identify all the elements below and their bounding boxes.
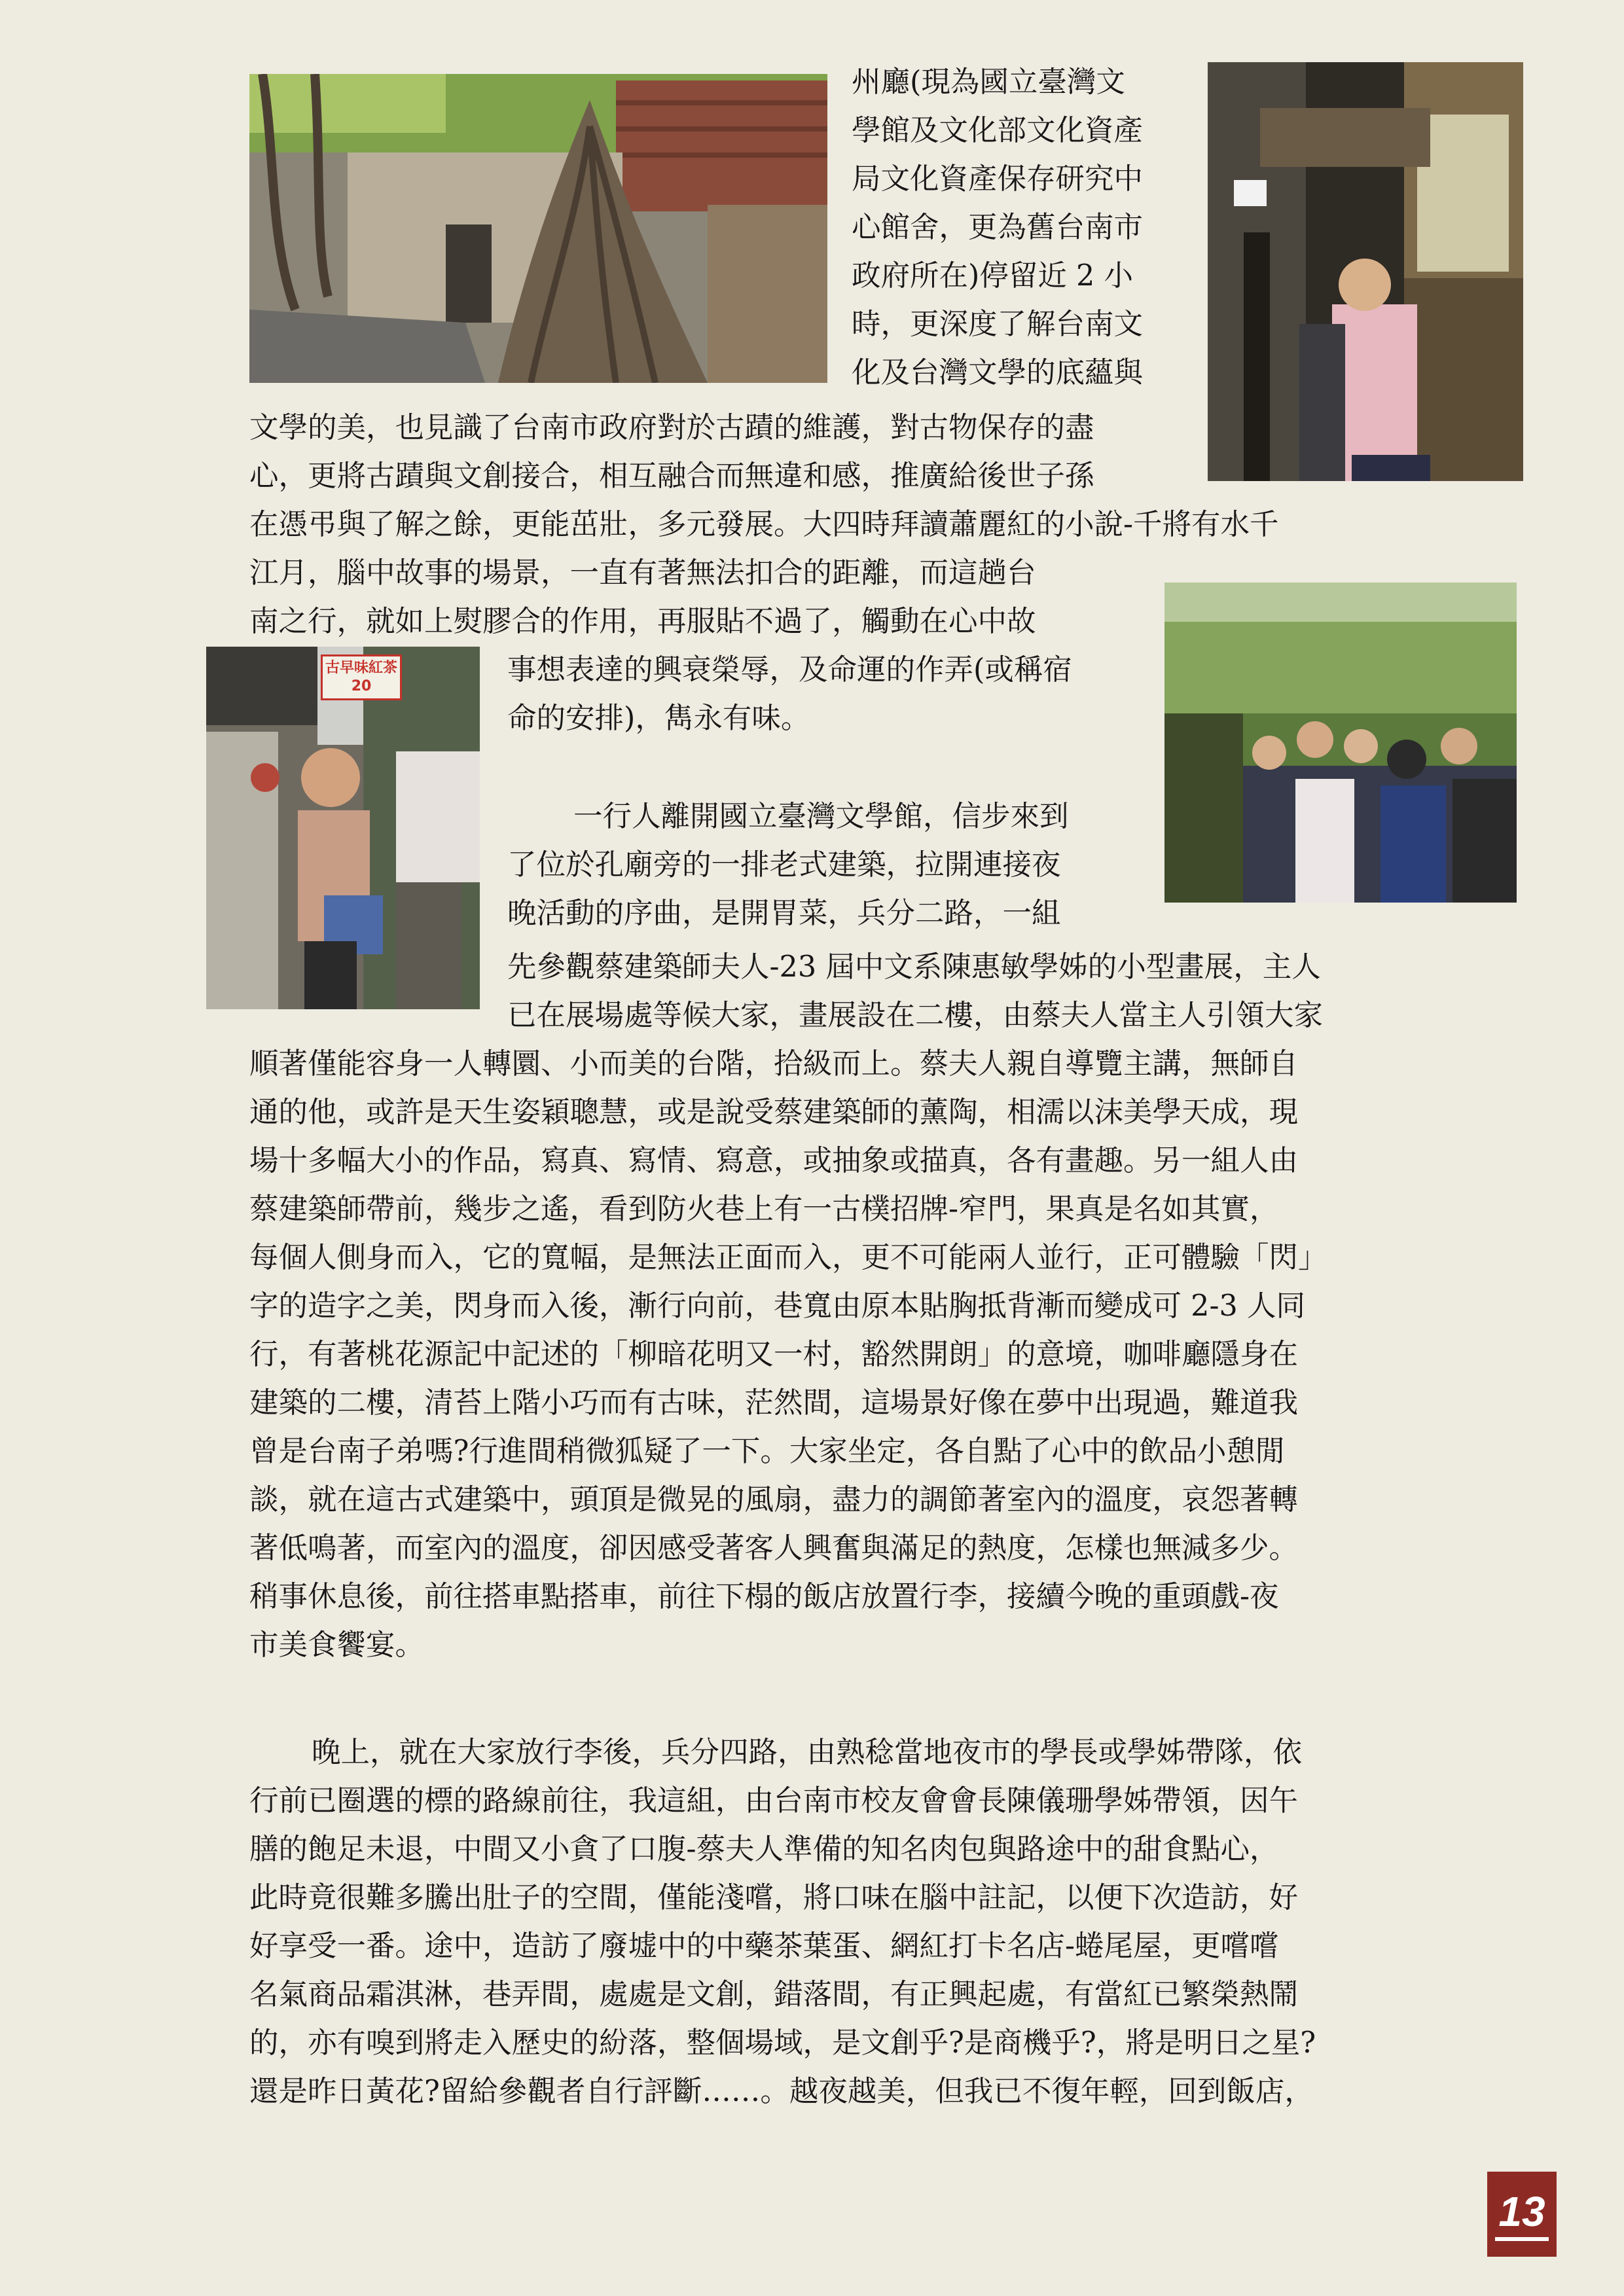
text-line: 通的他，或許是天生姿穎聰慧，或是說受蔡建築師的薰陶，相濡以沫美學天成，現 [249,1096,1299,1129]
text-line: 每個人側身而入，它的寬幅，是無法正面而入，更不可能兩人並行，正可體驗「閃」 [249,1241,1327,1274]
text-line: 事想表達的興衰榮辱，及命運的作弄(或稱宿 [507,653,1072,687]
text-line: 命的安排)，雋永有味。 [507,702,810,735]
text-line: 膳的飽足未退，中間又小貪了口腹-蔡夫人準備的知名肉包與路途中的甜食點心， [249,1833,1279,1866]
text-line: 談，就在這古式建築中，頭頂是微晃的風扇，盡力的調節著室內的溫度，哀怨著轉 [249,1483,1299,1516]
text-line: 州廳(現為國立臺灣文 [852,65,1125,99]
text-line: 心館舍，更為舊台南市 [852,211,1144,244]
text-line: 蔡建築師帶前，幾步之遙，看到防火巷上有一古樸招牌-窄門，果真是名如其實， [249,1193,1279,1226]
text-line: 著低鳴著，而室內的溫度，卻因感受著客人興奮與滿足的熱度，怎樣也無減多少。 [249,1532,1299,1565]
tea-stall-sign [321,655,402,700]
text-line: 建築的二樓，清苔上階小巧而有古味，茫然間，這場景好像在夢中出現過，難道我 [249,1386,1299,1420]
text-line: 南之行，就如上熨膠合的作用，再服貼不過了，觸動在心中故 [249,605,1036,638]
text-line: 化及台灣文學的底蘊與 [852,356,1144,389]
text-line: 曾是台南子弟嗎?行進間稍微狐疑了一下。大家坐定，各自點了心中的飲品小憩閒 [249,1435,1285,1468]
text-line: 稍事休息後，前往搭車點搭車，前往下榻的飯店放置行李，接續今晚的重頭戲-夜 [249,1580,1279,1613]
photo-wooden-signboard-doorway [1208,62,1523,481]
text-line: 一行人離開國立臺灣文學館，信步來到 [573,800,1069,833]
photo-banyan-tree-ruins [249,74,827,383]
text-line: 時，更深度了解台南文 [852,308,1144,341]
page-number-underline [1495,2237,1549,2241]
text-line: 局文化資產保存研究中 [852,162,1144,196]
text-line: 文學的美，也見識了台南市政府對於古蹟的維護，對古物保存的盡 [249,411,1094,444]
text-line: 名氣商品霜淇淋，巷弄間，處處是文創，錯落間，有正興起處，有當紅已繁榮熱鬧 [249,1978,1299,2011]
text-line: 在憑弔與了解之餘，更能茁壯，多元發展。大四時拜讀蕭麗紅的小說-千將有水千 [249,508,1279,541]
text-line: 字的造字之美，閃身而入後，漸行向前，巷寬由原本貼胸抵背漸而變成可 2-3 人同 [249,1289,1305,1323]
text-line: 場十多幅大小的作品，寫真、寫情、寫意，或抽象或描真，各有畫趣。另一組人由 [249,1144,1299,1177]
text-line: 還是昨日黃花?留給參觀者自行評斷……。越夜越美，但我已不復年輕，回到飯店， [249,2075,1314,2108]
photo-crowd-under-trees [1164,583,1517,903]
tea-stall-sign-text: 古早味紅茶20 [325,660,398,694]
text-line: 順著僅能容身一人轉圜、小而美的台階，拾級而上。蔡夫人親自導覽主講，無師自 [249,1047,1299,1081]
text-line: 政府所在)停留近 2 小 [852,259,1133,293]
text-line: 晚活動的序曲，是開胃菜，兵分二路，一組 [507,897,1061,930]
text-line: 市美食饗宴。 [249,1628,425,1662]
text-line: 心，更將古蹟與文創接合，相互融合而無違和感，推廣給後世子孫 [249,459,1094,493]
page-number-box [1487,2172,1557,2257]
text-line: 已在展場處等候大家，畫展設在二樓，由蔡夫人當主人引領大家 [507,999,1324,1032]
photo-woman-holding-tea-stall [206,647,480,1009]
text-line: 江月，腦中故事的場景，一直有著無法扣合的距離，而這趟台 [249,556,1036,590]
text-line: 的，亦有嗅到將走入歷史的紛落，整個場域，是文創乎?是商機乎?，將是明日之星? [249,2026,1316,2060]
text-line: 行前已圈選的標的路線前往，我這組，由台南市校友會會長陳儀珊學姊帶領，因午 [249,1784,1299,1818]
text-line: 好享受一番。途中，造訪了廢墟中的中藥茶葉蛋、網紅打卡名店-蜷尾屋，更嚐嚐 [249,1929,1279,1963]
text-line: 了位於孔廟旁的一排老式建築，拉開連接夜 [507,848,1061,882]
text-line: 學館及文化部文化資產 [852,114,1144,147]
text-line: 先參觀蔡建築師夫人-23 屆中文系陳惠敏學姊的小型畫展，主人 [507,950,1321,984]
text-line: 此時竟很難多騰出肚子的空間，僅能淺嚐，將口味在腦中註記，以便下次造訪，好 [249,1881,1299,1914]
text-line: 晚上，就在大家放行李後，兵分四路，由熟稔當地夜市的學長或學姊帶隊，依 [312,1736,1303,1769]
page-number: 13 [1498,2188,1545,2235]
text-line: 行，有著桃花源記中記述的「柳暗花明又一村，豁然開朗」的意境，咖啡廳隱身在 [249,1338,1299,1371]
